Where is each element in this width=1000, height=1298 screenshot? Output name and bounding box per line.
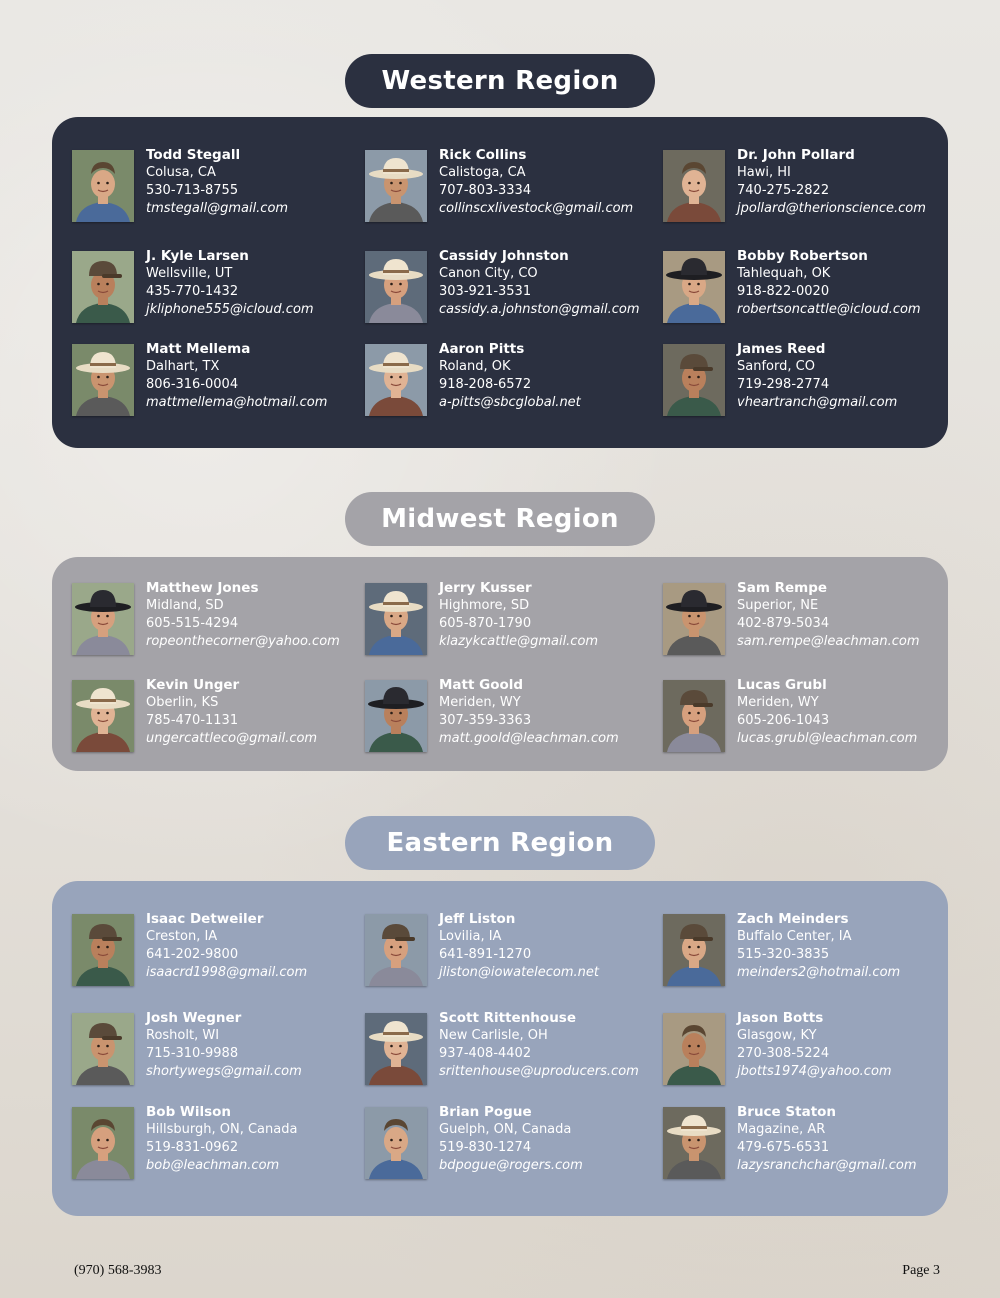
contact-location: Roland, OK xyxy=(439,359,511,374)
contact-card xyxy=(72,147,289,222)
contact-phone[interactable]: 605-515-4294 xyxy=(146,616,239,631)
contact-card xyxy=(72,677,318,752)
contact-email[interactable]: bdpogue@rogers.com xyxy=(439,1158,583,1173)
contact-phone[interactable]: 270-308-5224 xyxy=(737,1046,830,1061)
contact-name: Josh Wegner xyxy=(146,1010,242,1026)
contact-phone[interactable]: 435-770-1432 xyxy=(146,284,239,299)
contact-name: Matthew Jones xyxy=(146,580,259,596)
contact-photo xyxy=(663,251,725,323)
contact-email[interactable]: vheartranch@gmail.com xyxy=(737,395,898,410)
contact-name: Bob Wilson xyxy=(146,1104,231,1120)
contact-name: Jeff Liston xyxy=(439,911,516,927)
contact-location: Glasgow, KY xyxy=(737,1028,817,1043)
contact-email[interactable]: bob@leachman.com xyxy=(146,1158,280,1173)
contact-card xyxy=(72,341,328,416)
contact-phone[interactable]: 402-879-5034 xyxy=(737,616,830,631)
contact-photo xyxy=(365,251,427,323)
contact-card xyxy=(663,911,901,986)
contact-card xyxy=(663,341,898,416)
contact-location: Highmore, SD xyxy=(439,598,530,613)
contact-photo xyxy=(663,583,725,655)
contact-name: Bobby Robertson xyxy=(737,248,868,264)
contact-name: Matt Goold xyxy=(439,677,524,693)
contact-card xyxy=(365,580,599,655)
contact-email[interactable]: sam.rempe@leachman.com xyxy=(737,634,920,649)
contact-card xyxy=(663,1010,892,1085)
contact-card xyxy=(365,341,581,416)
contact-location: Hawi, HI xyxy=(737,165,791,180)
contact-email[interactable]: jkliphone555@icloud.com xyxy=(146,302,314,317)
contact-phone[interactable]: 806-316-0004 xyxy=(146,377,239,392)
contact-location: Calistoga, CA xyxy=(439,165,526,180)
contact-location: Oberlin, KS xyxy=(146,695,219,710)
contact-card xyxy=(365,147,634,222)
contact-phone[interactable]: 307-359-3363 xyxy=(439,713,532,728)
contact-email[interactable]: lazysranchchar@gmail.com xyxy=(737,1158,917,1173)
contact-location: Dalhart, TX xyxy=(146,359,220,374)
footer-phone: (970) 568-3983 xyxy=(74,1263,162,1278)
contact-location: Sanford, CO xyxy=(737,359,815,374)
contact-email[interactable]: lucas.grubl@leachman.com xyxy=(737,731,918,746)
contact-email[interactable]: klazykcattle@gmail.com xyxy=(439,634,599,649)
contact-phone[interactable]: 303-921-3531 xyxy=(439,284,532,299)
contact-photo xyxy=(72,914,134,986)
contact-name: Aaron Pitts xyxy=(439,341,525,357)
contact-email[interactable]: matt.goold@leachman.com xyxy=(439,731,619,746)
contact-name: James Reed xyxy=(737,341,826,357)
contact-photo xyxy=(663,680,725,752)
contact-name: Zach Meinders xyxy=(737,911,849,927)
contact-email[interactable]: collinscxlivestock@gmail.com xyxy=(439,201,634,216)
contact-card xyxy=(72,1104,298,1179)
contact-name: Isaac Detweiler xyxy=(146,911,264,927)
page-number: Page 3 xyxy=(902,1263,940,1278)
contact-email[interactable]: robertsoncattle@icloud.com xyxy=(737,302,921,317)
contact-email[interactable]: jbotts1974@yahoo.com xyxy=(737,1064,892,1079)
contact-phone[interactable]: 918-822-0020 xyxy=(737,284,830,299)
contact-email[interactable]: isaacrd1998@gmail.com xyxy=(146,965,308,980)
contact-name: Kevin Unger xyxy=(146,677,240,693)
contact-email[interactable]: tmstegall@gmail.com xyxy=(146,201,289,216)
contact-phone[interactable]: 605-206-1043 xyxy=(737,713,830,728)
contact-photo xyxy=(365,583,427,655)
contact-name: Bruce Staton xyxy=(737,1104,837,1120)
contact-card xyxy=(663,248,921,323)
contact-card xyxy=(72,580,340,655)
contact-card xyxy=(663,677,918,752)
contact-phone[interactable]: 605-870-1790 xyxy=(439,616,532,631)
contact-email[interactable]: mattmellema@hotmail.com xyxy=(146,395,328,410)
contact-name: Todd Stegall xyxy=(146,147,241,163)
contact-phone[interactable]: 515-320-3835 xyxy=(737,947,830,962)
contact-email[interactable]: a-pitts@sbcglobal.net xyxy=(439,395,581,410)
contact-location: Superior, NE xyxy=(737,598,819,613)
eastern-region-title: Eastern Region xyxy=(345,816,655,870)
contact-phone[interactable]: 519-830-1274 xyxy=(439,1140,532,1155)
contact-phone[interactable]: 918-208-6572 xyxy=(439,377,532,392)
contact-photo xyxy=(365,150,427,222)
contact-location: Meriden, WY xyxy=(737,695,819,710)
contact-card xyxy=(663,1104,917,1179)
contact-photo xyxy=(72,1013,134,1085)
contact-name: Rick Collins xyxy=(439,147,527,163)
contact-email[interactable]: srittenhouse@uproducers.com xyxy=(439,1064,639,1079)
contact-name: Cassidy Johnston xyxy=(439,248,569,264)
contact-photo xyxy=(663,1013,725,1085)
contact-photo xyxy=(663,150,725,222)
contact-location: Magazine, AR xyxy=(737,1122,826,1137)
contact-card xyxy=(365,1010,639,1085)
contact-location: Rosholt, WI xyxy=(146,1028,220,1043)
contact-location: Colusa, CA xyxy=(146,165,216,180)
contact-photo xyxy=(72,1107,134,1179)
contact-photo xyxy=(365,344,427,416)
contact-name: Matt Mellema xyxy=(146,341,251,357)
contact-email[interactable]: cassidy.a.johnston@gmail.com xyxy=(439,302,640,317)
contact-phone[interactable]: 530-713-8755 xyxy=(146,183,239,198)
contact-name: J. Kyle Larsen xyxy=(146,248,249,264)
contact-photo xyxy=(365,1013,427,1085)
contact-phone[interactable]: 715-310-9988 xyxy=(146,1046,239,1061)
contact-name: Jason Botts xyxy=(737,1010,824,1026)
contact-email[interactable]: jpollard@therionscience.com xyxy=(737,201,926,216)
contact-name: Brian Pogue xyxy=(439,1104,532,1120)
contact-phone[interactable]: 519-831-0962 xyxy=(146,1140,239,1155)
contact-photo xyxy=(365,1107,427,1179)
contact-photo xyxy=(365,914,427,986)
contact-email[interactable]: ungercattleco@gmail.com xyxy=(146,731,318,746)
contact-location: Hillsburgh, ON, Canada xyxy=(146,1122,298,1137)
contact-name: Dr. John Pollard xyxy=(737,147,855,163)
contact-card xyxy=(365,677,619,752)
contact-name: Scott Rittenhouse xyxy=(439,1010,576,1026)
contact-phone[interactable]: 719-298-2774 xyxy=(737,377,830,392)
contact-location: Midland, SD xyxy=(146,598,224,613)
contact-card xyxy=(72,248,314,323)
contact-name: Sam Rempe xyxy=(737,580,828,596)
contact-photo xyxy=(72,583,134,655)
contact-phone[interactable]: 641-891-1270 xyxy=(439,947,532,962)
contact-phone[interactable]: 707-803-3334 xyxy=(439,183,532,198)
contact-card xyxy=(365,1104,583,1179)
contact-phone[interactable]: 785-470-1131 xyxy=(146,713,239,728)
contact-location: Guelph, ON, Canada xyxy=(439,1122,572,1137)
contact-email[interactable]: ropeonthecorner@yahoo.com xyxy=(146,634,340,649)
contact-card xyxy=(72,911,308,986)
contact-card xyxy=(663,580,920,655)
contact-card xyxy=(663,147,926,222)
contact-photo xyxy=(72,251,134,323)
contact-location: Meriden, WY xyxy=(439,695,521,710)
contact-photo xyxy=(72,680,134,752)
contact-location: Lovilia, IA xyxy=(439,929,502,944)
contact-location: Tahlequah, OK xyxy=(737,266,831,281)
contact-location: Canon City, CO xyxy=(439,266,538,281)
contact-photo xyxy=(663,344,725,416)
midwest-region-title: Midwest Region xyxy=(345,492,655,546)
contact-email[interactable]: meinders2@hotmail.com xyxy=(737,965,901,980)
contact-photo xyxy=(72,344,134,416)
contact-phone[interactable]: 479-675-6531 xyxy=(737,1140,830,1155)
contact-photo xyxy=(72,150,134,222)
contact-email[interactable]: jliston@iowatelecom.net xyxy=(439,965,599,980)
contact-card xyxy=(72,1010,302,1085)
contact-card xyxy=(365,248,640,323)
western-region-title: Western Region xyxy=(345,54,655,108)
contact-location: New Carlisle, OH xyxy=(439,1028,548,1043)
contact-phone[interactable]: 937-408-4402 xyxy=(439,1046,532,1061)
contact-phone[interactable]: 641-202-9800 xyxy=(146,947,239,962)
contact-phone[interactable]: 740-275-2822 xyxy=(737,183,830,198)
contact-location: Buffalo Center, IA xyxy=(737,929,852,944)
contact-photo xyxy=(663,914,725,986)
contact-location: Creston, IA xyxy=(146,929,218,944)
contact-location: Wellsville, UT xyxy=(146,266,233,281)
contact-email[interactable]: shortywegs@gmail.com xyxy=(146,1064,302,1079)
contact-name: Jerry Kusser xyxy=(439,580,532,596)
contact-name: Lucas Grubl xyxy=(737,677,827,693)
contact-photo xyxy=(365,680,427,752)
contact-card xyxy=(365,911,599,986)
contact-photo xyxy=(663,1107,725,1179)
